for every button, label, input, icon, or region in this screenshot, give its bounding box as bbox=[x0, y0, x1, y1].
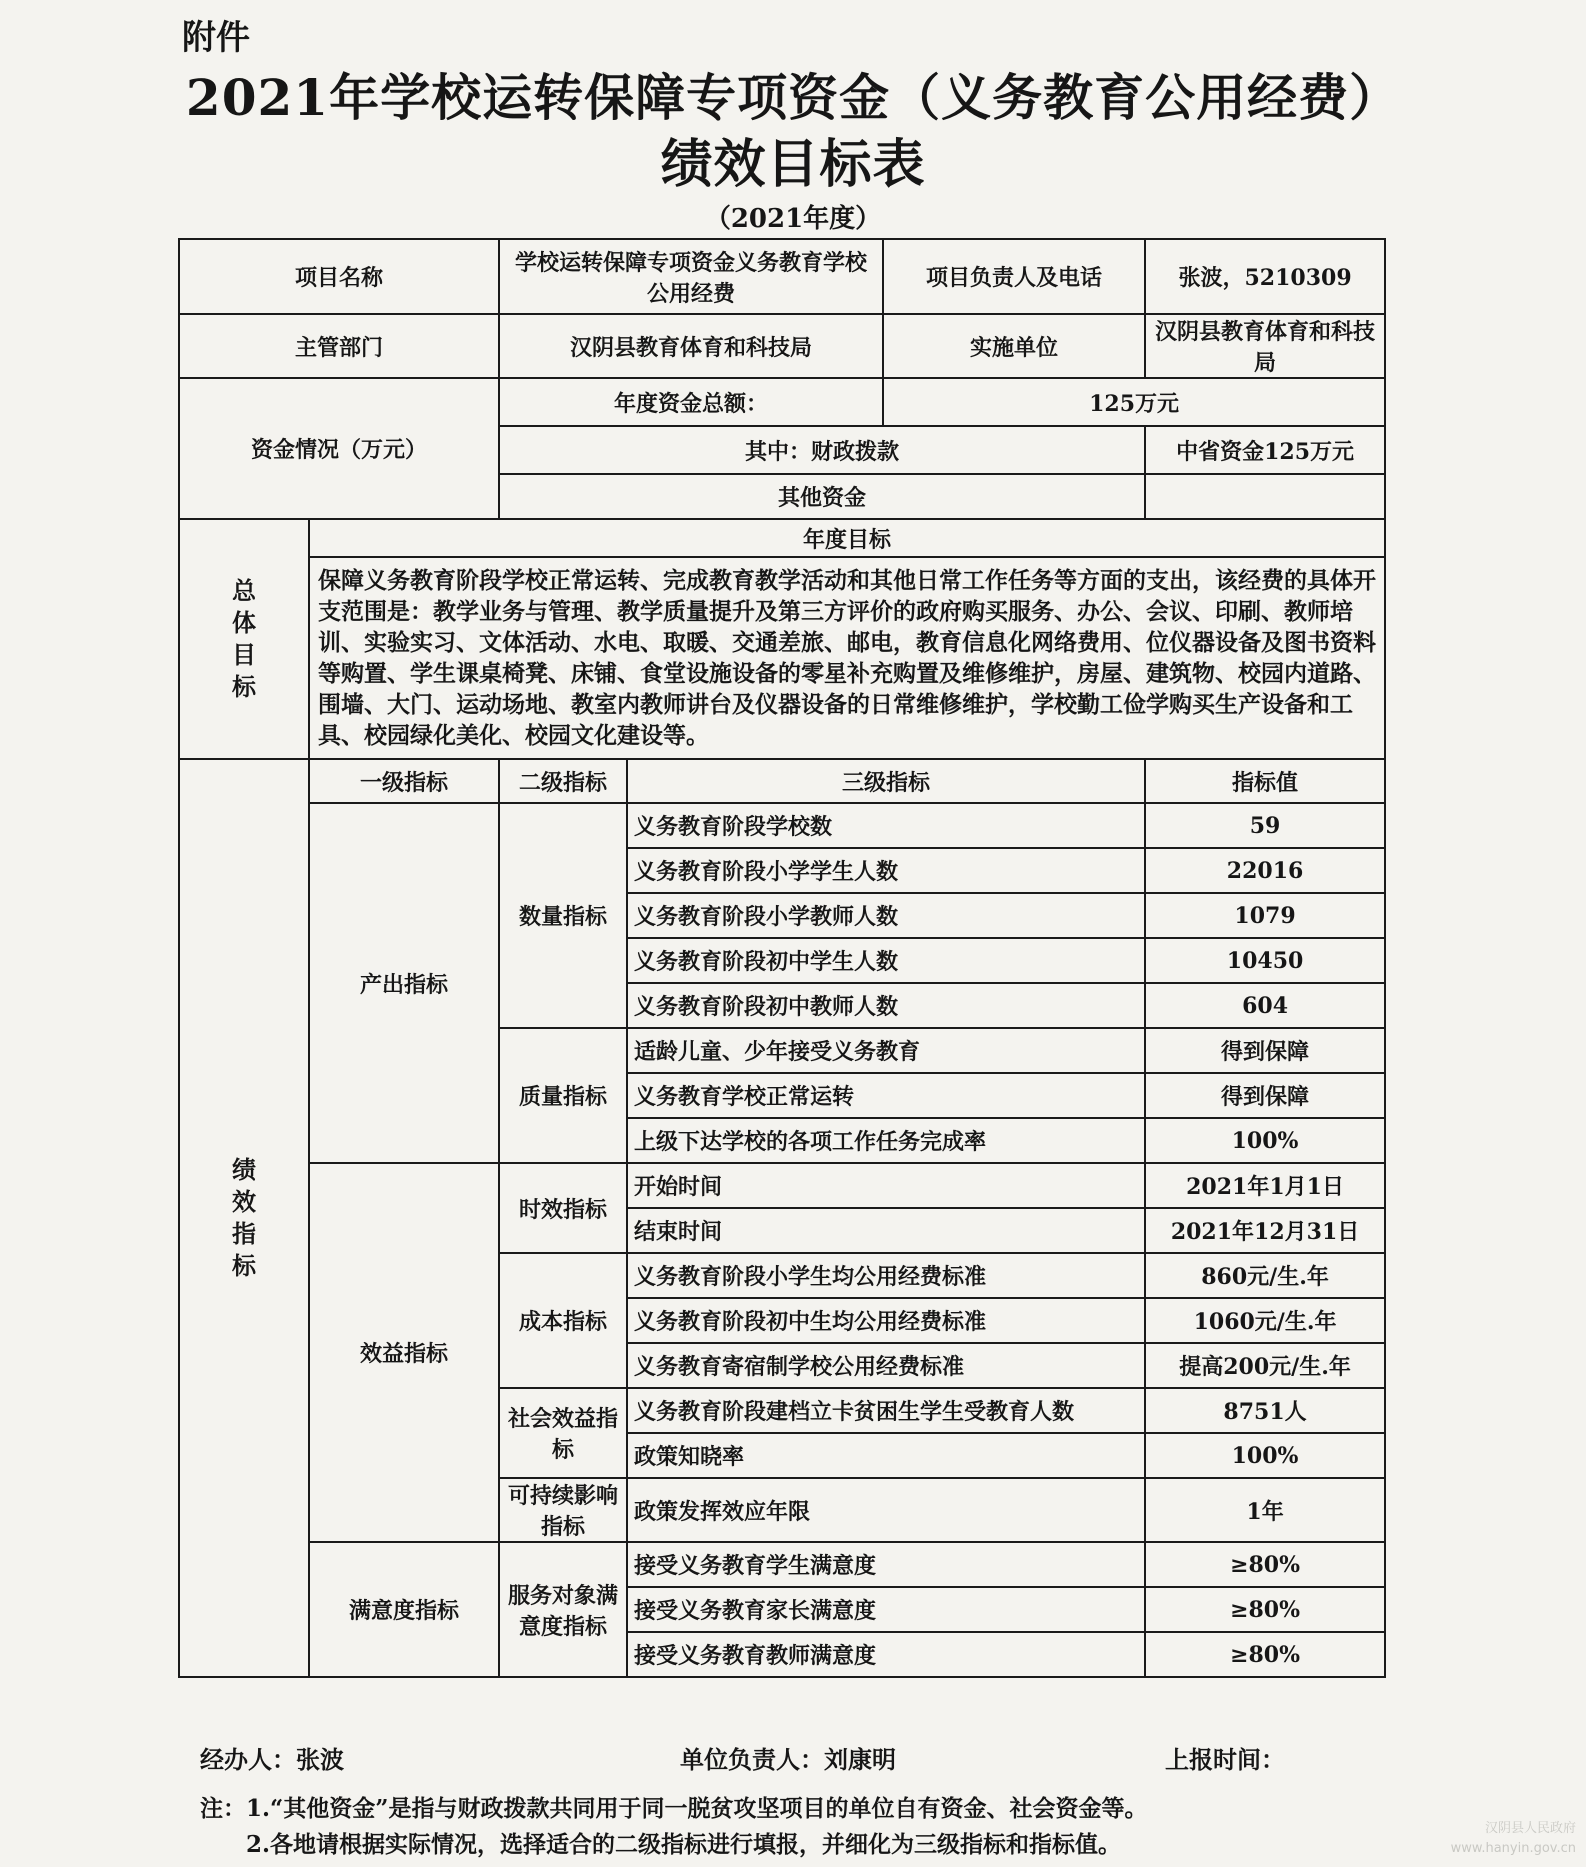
row-project-name bbox=[179, 239, 1385, 314]
indicator-value: 860元/生.年 bbox=[1145, 1253, 1385, 1298]
level3-indicator: 义务教育阶段小学学生人数 bbox=[627, 848, 1145, 893]
indicator-value: ≥80% bbox=[1145, 1587, 1385, 1632]
funds-fiscal-label: 其中：财政拨款 bbox=[499, 426, 1145, 474]
level3-indicator: 接受义务教育学生满意度 bbox=[627, 1542, 1145, 1587]
annual-goal-header: 年度目标 bbox=[309, 519, 1385, 557]
level2-indicator: 社会效益指标 bbox=[499, 1388, 627, 1478]
level2-indicator: 质量指标 bbox=[499, 1028, 627, 1163]
indicator-value: 10450 bbox=[1145, 938, 1385, 983]
level3-indicator: 接受义务教育教师满意度 bbox=[627, 1632, 1145, 1677]
header-level3: 三级指标 bbox=[627, 759, 1145, 803]
level1-indicator: 效益指标 bbox=[309, 1163, 499, 1542]
level3-indicator: 义务教育阶段初中教师人数 bbox=[627, 983, 1145, 1028]
level3-indicator: 政策发挥效应年限 bbox=[627, 1478, 1145, 1542]
indicator-value: 1年 bbox=[1145, 1478, 1385, 1542]
annual-goal-text: 保障义务教育阶段学校正常运转、完成教育教学活动和其他日常工作任务等方面的支出，该经费的具体开支范围是：教学业务与管理、教学质量提升及第三方评价的政府购买服务、办公、会议、印刷、教师培训、实验实习、文体活动、水电、取暖、交通差旅、邮电，教育信息化网络费用、位仪器设备及图书资料等购置、学生课桌椅凳、床铺、食堂设施设备的零星补充购置及维修维护，房屋、建筑物、校园内道路、围墙、大门、运动场地、教室内教师讲台及仪器设备的日常维修维护，学校勤工俭学购买生产设备和工具、校园绿化美化、校园文化建设等。 bbox=[309, 557, 1385, 759]
indicator-value: 8751人 bbox=[1145, 1388, 1385, 1433]
indicator-value: 得到保障 bbox=[1145, 1073, 1385, 1118]
level3-indicator: 义务教育阶段初中生均公用经费标准 bbox=[627, 1298, 1145, 1343]
level2-indicator: 成本指标 bbox=[499, 1253, 627, 1388]
level3-indicator: 义务教育学校正常运转 bbox=[627, 1073, 1145, 1118]
level3-indicator: 政策知晓率 bbox=[627, 1433, 1145, 1478]
indicator-row bbox=[179, 1542, 1385, 1587]
row-department bbox=[179, 314, 1385, 378]
indicator-value: 1079 bbox=[1145, 893, 1385, 938]
level2-indicator: 可持续影响指标 bbox=[499, 1478, 627, 1542]
indicator-row bbox=[179, 1163, 1385, 1208]
level3-indicator: 义务教育阶段小学教师人数 bbox=[627, 893, 1145, 938]
level3-indicator: 上级下达学校的各项工作任务完成率 bbox=[627, 1118, 1145, 1163]
indicator-value: 得到保障 bbox=[1145, 1028, 1385, 1073]
document-subtitle: 绩效目标表 bbox=[660, 134, 926, 195]
funds-total-value: 125万元 bbox=[883, 378, 1385, 426]
row-annual-goal-header bbox=[179, 519, 1385, 557]
leader-label: 项目负责人及电话 bbox=[883, 239, 1145, 314]
level3-indicator: 义务教育阶段初中学生人数 bbox=[627, 938, 1145, 983]
unit-leader: 单位负责人：刘康明 bbox=[680, 1745, 896, 1774]
indicator-value: 1060元/生.年 bbox=[1145, 1298, 1385, 1343]
header-level1: 一级指标 bbox=[309, 759, 499, 803]
note-2: 2.各地请根据实际情况，选择适合的二级指标进行填报，并细化为三级指标和指标值。 bbox=[246, 1831, 1122, 1858]
header-value: 指标值 bbox=[1145, 759, 1385, 803]
indicator-value: 2021年12月31日 bbox=[1145, 1208, 1385, 1253]
header-level2: 二级指标 bbox=[499, 759, 627, 803]
performance-indicator-label: 绩效指标 bbox=[179, 759, 309, 1677]
row-indicator-header bbox=[179, 759, 1385, 803]
funds-other-label: 其他资金 bbox=[499, 474, 1145, 519]
funds-total-label: 年度资金总额： bbox=[499, 378, 883, 426]
level2-indicator: 数量指标 bbox=[499, 803, 627, 1028]
indicator-value: 604 bbox=[1145, 983, 1385, 1028]
project-name-value: 学校运转保障专项资金义务教育学校公用经费 bbox=[499, 239, 883, 314]
level3-indicator: 义务教育阶段学校数 bbox=[627, 803, 1145, 848]
level3-indicator: 接受义务教育家长满意度 bbox=[627, 1587, 1145, 1632]
row-annual-goal-text bbox=[179, 557, 1385, 759]
level3-indicator: 义务教育寄宿制学校公用经费标准 bbox=[627, 1343, 1145, 1388]
level3-indicator: 结束时间 bbox=[627, 1208, 1145, 1253]
funds-label: 资金情况（万元） bbox=[179, 378, 499, 519]
handler: 经办人：张波 bbox=[200, 1745, 344, 1774]
impl-label: 实施单位 bbox=[883, 314, 1145, 378]
indicator-value: 100% bbox=[1145, 1433, 1385, 1478]
dept-label: 主管部门 bbox=[179, 314, 499, 378]
document-title: 2021年学校运转保障专项资金（义务教育公用经费） bbox=[185, 68, 1401, 127]
level1-indicator: 产出指标 bbox=[309, 803, 499, 1163]
level1-indicator: 满意度指标 bbox=[309, 1542, 499, 1677]
indicator-value: 22016 bbox=[1145, 848, 1385, 893]
indicator-value: ≥80% bbox=[1145, 1542, 1385, 1587]
funds-other-value bbox=[1145, 474, 1385, 519]
project-name-label: 项目名称 bbox=[179, 239, 499, 314]
performance-target-table bbox=[178, 238, 1386, 1678]
indicator-value: 提高200元/生.年 bbox=[1145, 1343, 1385, 1388]
dept-value: 汉阴县教育体育和科技局 bbox=[499, 314, 883, 378]
level2-indicator: 时效指标 bbox=[499, 1163, 627, 1253]
indicator-value: 2021年1月1日 bbox=[1145, 1163, 1385, 1208]
level3-indicator: 义务教育阶段小学生均公用经费标准 bbox=[627, 1253, 1145, 1298]
indicator-row bbox=[179, 803, 1385, 848]
overall-goal-label: 总体目标 bbox=[179, 519, 309, 759]
annex-label: 附件 bbox=[182, 18, 250, 58]
level3-indicator: 适龄儿童、少年接受义务教育 bbox=[627, 1028, 1145, 1073]
row-funds-total bbox=[179, 378, 1385, 426]
funds-fiscal-value: 中省资金125万元 bbox=[1145, 426, 1385, 474]
note-1: 注：1.“其他资金”是指与财政拨款共同用于同一脱贫攻坚项目的单位自有资金、社会资金等。 bbox=[200, 1795, 1148, 1822]
report-time: 上报时间： bbox=[1165, 1745, 1285, 1774]
impl-value: 汉阴县教育体育和科技局 bbox=[1145, 314, 1385, 378]
indicator-value: ≥80% bbox=[1145, 1632, 1385, 1677]
level3-indicator: 义务教育阶段建档立卡贫困生学生受教育人数 bbox=[627, 1388, 1145, 1433]
level2-indicator: 服务对象满意度指标 bbox=[499, 1542, 627, 1677]
indicator-value: 100% bbox=[1145, 1118, 1385, 1163]
fiscal-year: （2021年度） bbox=[704, 204, 882, 234]
indicator-value: 59 bbox=[1145, 803, 1385, 848]
level3-indicator: 开始时间 bbox=[627, 1163, 1145, 1208]
leader-value: 张波，5210309 bbox=[1145, 239, 1385, 314]
watermark: 汉阴县人民政府 www.hanyin.gov.cn bbox=[1450, 1821, 1576, 1856]
